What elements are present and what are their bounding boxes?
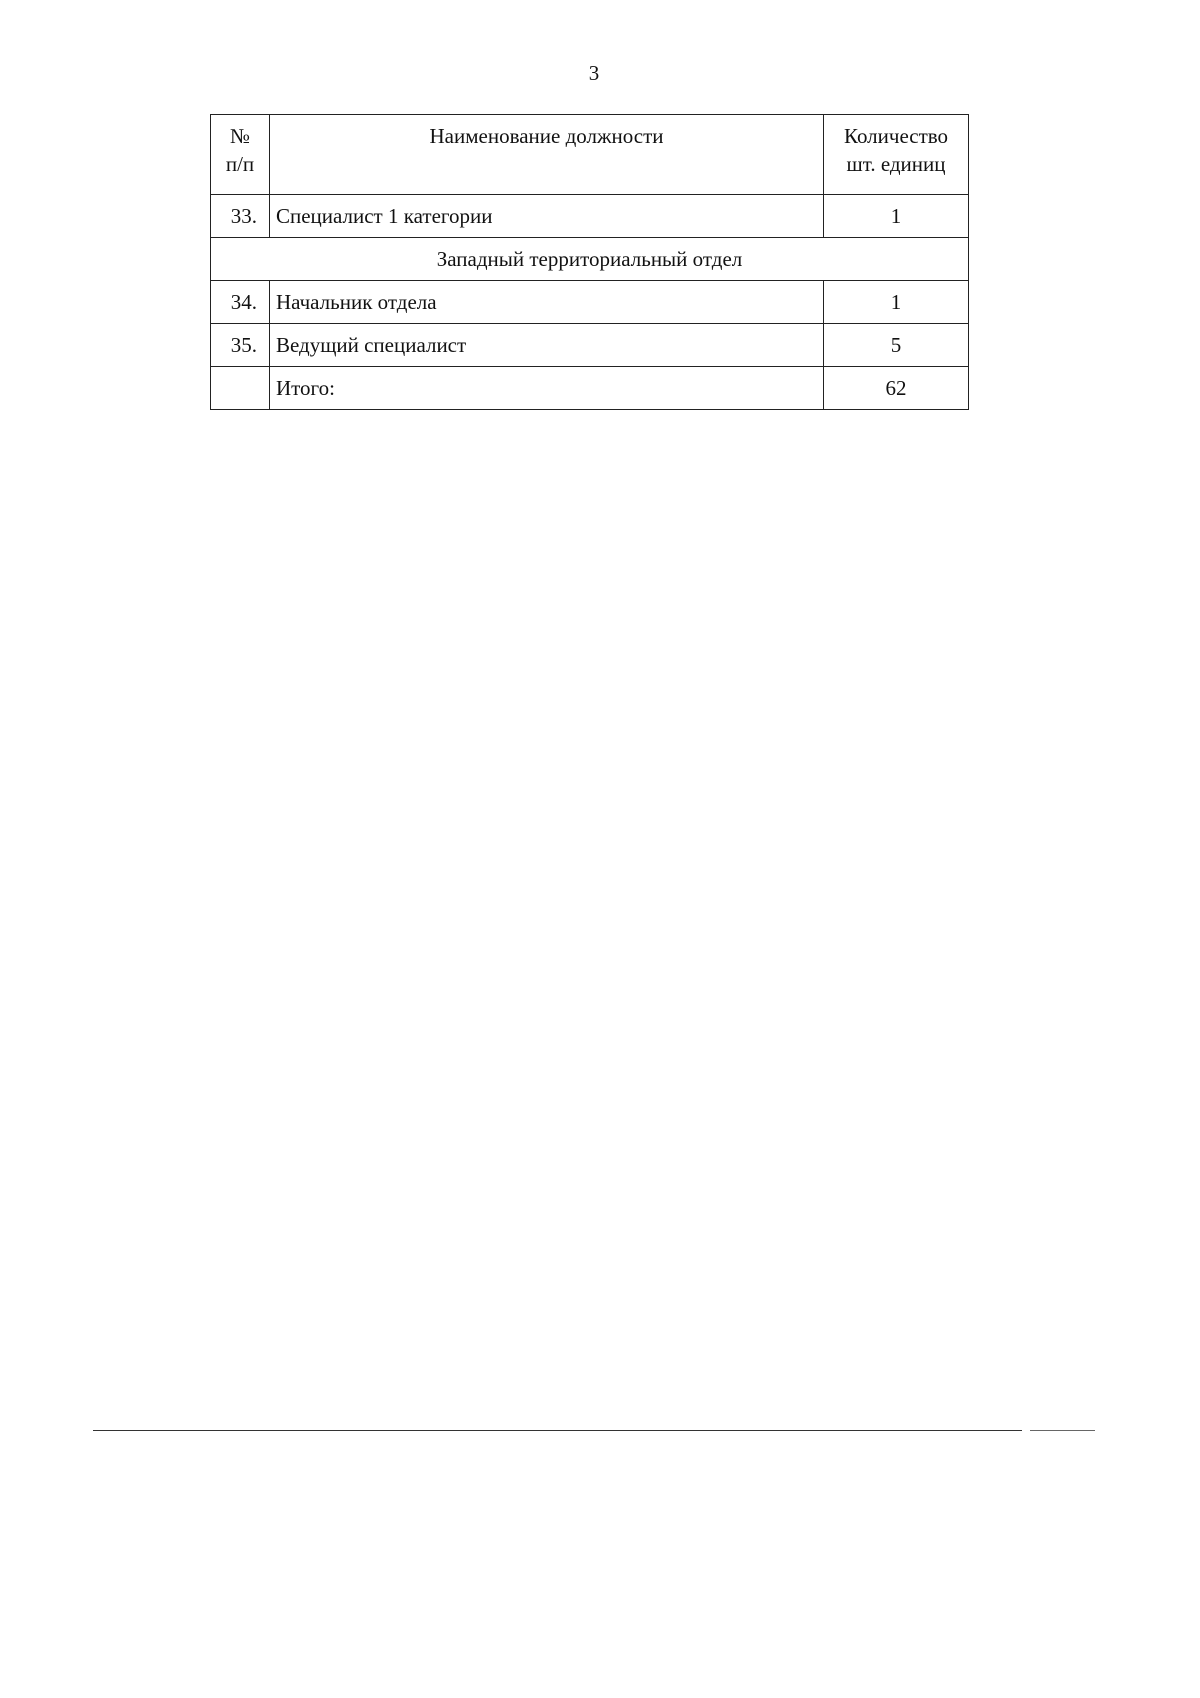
- row-position-name: Начальник отдела: [269, 281, 823, 324]
- total-label: Итого:: [269, 367, 823, 410]
- header-num-line-1: №: [229, 124, 250, 148]
- row-quantity: 5: [824, 324, 969, 367]
- table-row: [211, 195, 969, 238]
- total-quantity: 62: [824, 367, 969, 410]
- section-row: [211, 238, 969, 281]
- header-qty-line-1: Количество: [843, 124, 949, 148]
- table-row: [211, 281, 969, 324]
- table-row: [211, 324, 969, 367]
- header-num-line-2: п/п: [225, 152, 255, 176]
- page-number: 3: [588, 61, 600, 85]
- staff-table: [210, 114, 969, 410]
- row-quantity: 1: [824, 281, 969, 324]
- header-name-cell: Наименование должности: [269, 115, 823, 195]
- footer-rule-tail: [1030, 1430, 1095, 1431]
- row-num: 33.: [211, 195, 270, 238]
- total-row: [211, 367, 969, 410]
- header-num-cell: [211, 115, 270, 195]
- row-num: 34.: [211, 281, 270, 324]
- total-num: [211, 367, 270, 410]
- header-qty-line-2: шт. единиц: [846, 152, 946, 176]
- row-position-name: Специалист 1 категории: [269, 195, 823, 238]
- section-title: Западный территориальный отдел: [211, 238, 969, 281]
- row-num: 35.: [211, 324, 270, 367]
- row-position-name: Ведущий специалист: [269, 324, 823, 367]
- footer-rule: [93, 1430, 1022, 1431]
- table-header-row: [211, 115, 969, 195]
- header-qty-cell: [824, 115, 969, 195]
- row-quantity: 1: [824, 195, 969, 238]
